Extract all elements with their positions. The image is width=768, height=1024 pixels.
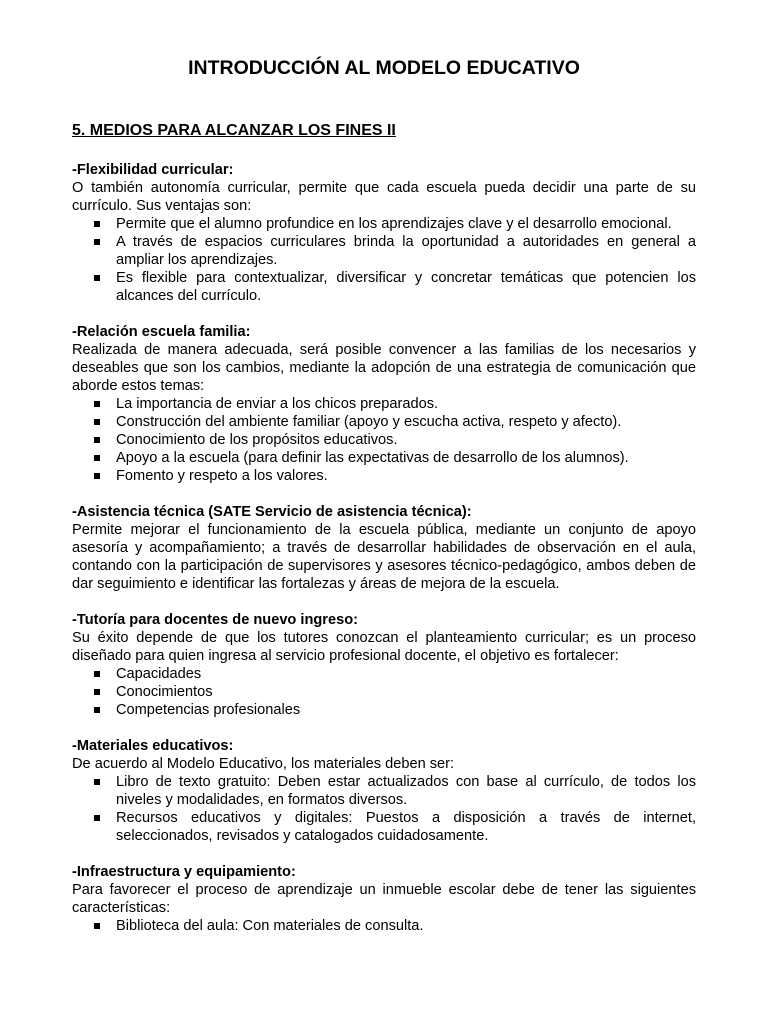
section-block-infraestructura-y-equipamiento <box>72 863 696 935</box>
list-item-text: Permite que el alumno profundice en los aprendizajes clave y el desarrollo emocional. <box>116 216 672 232</box>
square-bullet-icon <box>94 473 100 479</box>
list-item <box>72 683 696 701</box>
square-bullet-icon <box>94 779 100 785</box>
list-item <box>72 917 696 935</box>
list-item-text: Biblioteca del aula: Con materiales de consulta. <box>116 918 424 934</box>
list-item <box>72 431 696 449</box>
square-bullet-icon <box>94 923 100 929</box>
section-heading: -Tutoría para docentes de nuevo ingreso: <box>72 612 358 628</box>
section-paragraph: Su éxito depende de que los tutores conozcan el planteamiento curricular; es un proceso diseñado para quien ingresa al servicio profesional docente, el objetivo es fortalecer: <box>72 630 696 664</box>
list-item-text: Conocimientos <box>116 684 213 700</box>
list-item <box>72 449 696 467</box>
square-bullet-icon <box>94 671 100 677</box>
section-paragraph: De acuerdo al Modelo Educativo, los materiales deben ser: <box>72 756 455 772</box>
list-item-text: Apoyo a la escuela (para definir las expectativas de desarrollo de los alumnos). <box>116 450 629 466</box>
bullet-list <box>72 665 696 719</box>
section-heading: -Asistencia técnica (SATE Servicio de asistencia técnica): <box>72 504 472 520</box>
list-item <box>72 665 696 683</box>
square-bullet-icon <box>94 401 100 407</box>
section-paragraph: Para favorecer el proceso de aprendizaje un inmueble escolar debe de tener las siguientes características: <box>72 882 696 916</box>
list-item <box>72 233 696 269</box>
list-item-text: Construcción del ambiente familiar (apoyo y escucha activa, respeto y afecto). <box>116 414 622 430</box>
list-item <box>72 215 696 233</box>
section-block-relacion-escuela-familia <box>72 323 696 485</box>
square-bullet-icon <box>94 689 100 695</box>
square-bullet-icon <box>94 707 100 713</box>
section-paragraph: O también autonomía curricular, permite que cada escuela pueda decidir una parte de su currículo. Sus ventajas son: <box>72 180 696 214</box>
document-page <box>72 0 696 1024</box>
list-item-text: A través de espacios curriculares brinda la oportunidad a autoridades en general a ampliar los aprendizajes. <box>116 234 696 268</box>
list-item <box>72 395 696 413</box>
list-item-text: Fomento y respeto a los valores. <box>116 468 328 484</box>
section-paragraph: Permite mejorar el funcionamiento de la escuela pública, mediante un conjunto de apoyo asesoría y acompañamiento; a través de desarrollar habilidades de observación en el aula, contando con la participación de supervisores y asesores técnico-pedagógico, ambos deben de dar seguimiento e identificar las fortalezas y áreas de mejora de la escuela. <box>72 522 696 592</box>
document-title: INTRODUCCIÓN AL MODELO EDUCATIVO <box>188 57 580 79</box>
section-heading: -Infraestructura y equipamiento: <box>72 864 296 880</box>
bullet-list <box>72 773 696 845</box>
bullet-list <box>72 917 696 935</box>
square-bullet-icon <box>94 239 100 245</box>
square-bullet-icon <box>94 221 100 227</box>
list-item-text: Recursos educativos y digitales: Puestos a disposición a través de internet, seleccionados, revisados y catalogados cuidadosamente. <box>116 810 696 844</box>
list-item-text: Competencias profesionales <box>116 702 301 718</box>
square-bullet-icon <box>94 437 100 443</box>
square-bullet-icon <box>94 815 100 821</box>
list-item-text: La importancia de enviar a los chicos preparados. <box>116 396 439 412</box>
list-item <box>72 467 696 485</box>
section-heading: -Relación escuela familia: <box>72 324 251 340</box>
list-item-text: Capacidades <box>116 666 202 682</box>
list-item <box>72 809 696 845</box>
list-item-text: Conocimiento de los propósitos educativos. <box>116 432 398 448</box>
document-body <box>72 161 696 953</box>
list-item <box>72 269 696 305</box>
section-block-tutoria-para-docentes-de-nuevo-ingreso <box>72 611 696 719</box>
square-bullet-icon <box>94 275 100 281</box>
section-block-flexibilidad-curricular <box>72 161 696 305</box>
section-block-asistencia-tecnica-sate-servicio-de-asistencia-tecnica <box>72 503 696 593</box>
list-item <box>72 773 696 809</box>
section-title: 5. MEDIOS PARA ALCANZAR LOS FINES II <box>72 122 396 139</box>
list-item-text: Libro de texto gratuito: Deben estar actualizados con base al currículo, de todos los niveles y modalidades, en formatos diversos. <box>116 774 696 808</box>
section-block-materiales-educativos <box>72 737 696 845</box>
square-bullet-icon <box>94 455 100 461</box>
list-item <box>72 413 696 431</box>
section-heading: -Materiales educativos: <box>72 738 234 754</box>
list-item <box>72 701 696 719</box>
bullet-list <box>72 215 696 305</box>
section-heading: -Flexibilidad curricular: <box>72 162 234 178</box>
section-paragraph: Realizada de manera adecuada, será posible convencer a las familias de los necesarios y deseables que son los cambios, mediante la adopción de una estrategia de comunicación que aborde estos temas: <box>72 342 696 394</box>
square-bullet-icon <box>94 419 100 425</box>
bullet-list <box>72 395 696 485</box>
list-item-text: Es flexible para contextualizar, diversificar y concretar temáticas que potencien los alcances del currículo. <box>116 270 696 304</box>
